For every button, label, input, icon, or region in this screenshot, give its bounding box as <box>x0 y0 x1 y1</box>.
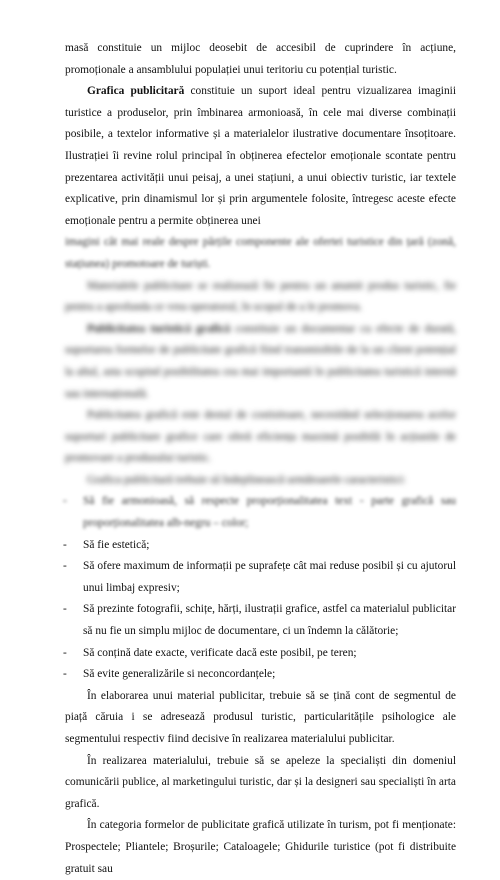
blurred-paragraph-caracteristici: Grafica publicitară trebuie să îndeplinească următoarele caracteristici: <box>87 473 406 486</box>
blurred-line-imagini: imagini cât mai reale despre părțile componente ale ofertei turistice din țară (zonă, stațiunea) promotoare de turiști. <box>65 236 456 270</box>
paragraph-grafica-body: constituie un suport ideal pentru vizualizarea imaginii turistice a produselor, prin îmbinarea armonioasă, în cele mai diverse combinații posibile, a textelor informative și a materialelor ilustrative documentare însoțitoare. Ilustrației îi revine rolul principal în obținerea efectelor emoționale scontate pentru prezentarea activității unui peisaj, a unei stațiuni, a unui obiectiv turistic, iar textele explicative, prin dinamismul lor și prin argumentele folosite, întregesc aceste efecte emoționale pentru a permite obținerea unei <box>65 85 456 227</box>
bullet-dash: - <box>63 495 67 508</box>
bullet-dash: - <box>63 646 67 659</box>
bullet-dash: - <box>63 538 67 551</box>
bullet-dash: - <box>63 603 67 616</box>
list-item: - Să conțină date exacte, verificate dacă este posibil, pe teren; <box>65 643 456 665</box>
bullet-dash: - <box>63 668 67 681</box>
paragraph-elaborare: În elaborarea unui material publicitar, trebuie să se țină cont de segmentul de piață căruia i se adresează produsul turistic, particularitățile psihologice ale segmentului respectiv fiind decisive în realizarea materialului publicitar. <box>65 689 456 745</box>
list-item: - Să fie estetică; <box>65 535 456 557</box>
term-grafica-publicitara: Grafica publicitară <box>87 85 185 98</box>
blurred-paragraph-publicitatea-body: constituie un documentar cu efecte de durată, suportarea formelor de publicitate grafică fiind transmisibile de la un client potențial la altul, asta scopind posibilitatea cea mai importantă în publicitatea turistică internă sau internațională. <box>65 322 456 400</box>
blurred-paragraph-costisitoare: Publicitatea grafică este destul de costisitoare, necesitând selecționarea acelor suporturi publicitare grafice care oferă eficiența maximă posibilă în acțiunile de promovare a produsului turistic. <box>65 409 456 465</box>
characteristics-list <box>65 491 456 685</box>
term-publicitatea-turistica-grafica: Publicitatea turistică grafică <box>87 322 231 335</box>
blurred-paragraph-publicitatea-grafica <box>65 319 456 405</box>
list-item: - Să prezinte fotografii, schițe, hărți, ilustrații grafice, astfel ca materialul publicitar să nu fie un simplu mijloc de documentare, ci un îndemn la călătorie; <box>65 599 456 642</box>
list-item: - Să ofere maximum de informații pe suprafețe cât mai reduse posibil și cu ajutorul unui limbaj expresiv; <box>65 556 456 599</box>
paragraph-realizare: În realizarea materialului, trebuie să se apeleze la specialiști din domeniul comunicării publice, al marketingului turistic, dar și la designeri sau specialiști în arta grafică. <box>65 754 456 810</box>
list-item: - Să evite generalizările si neconcordanțele; <box>65 664 456 686</box>
list-item: - Să fie armonioasă, să respecte proporționalitatea text - parte grafică sau proporționalitatea alb-negru – color; <box>65 491 456 534</box>
paragraph-intro: masă constituie un mijloc deosebit de accesibil de cuprindere în acțiune, promoționale a ansamblului populației unui teritoriu cu potențial turistic. <box>65 42 456 76</box>
paragraph-categoria: În categoria formelor de publicitate grafică utilizate în turism, pot fi menționate: Prospectele; Pliantele; Broșurile; Cataloagele; Ghidurile turistice (pot fi distribuite gratuit sau <box>65 819 456 875</box>
bullet-dash: - <box>63 560 67 573</box>
paragraph-grafica-publicitara <box>65 81 456 232</box>
blurred-paragraph-materiale: Materialele publicitare se realizează fie pentru un anumit produs turistic, fie pentru a aprofunda ce vrea operatorul, în scopul de a le promova. <box>65 279 456 314</box>
